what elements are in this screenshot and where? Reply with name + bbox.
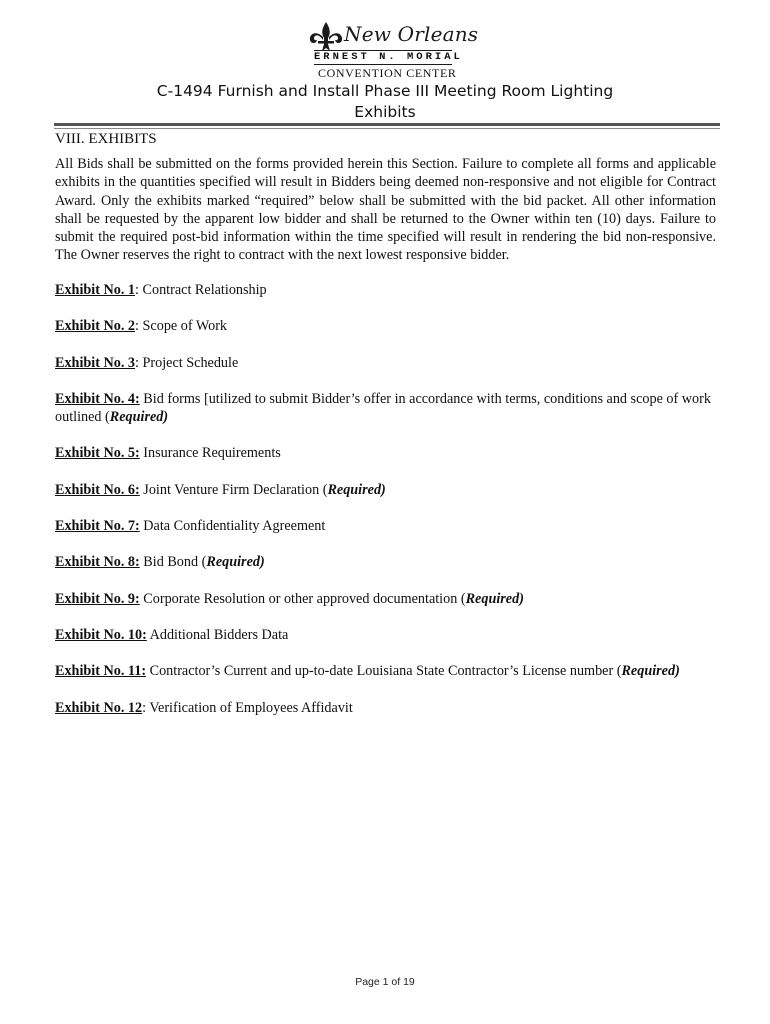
section-heading: VIII. EXHIBITS — [55, 131, 157, 147]
exhibit-label: Exhibit No. 3 — [55, 354, 136, 371]
logo-script-text: New Orleans — [344, 22, 479, 46]
exhibit-label: Exhibit No. 10: — [55, 626, 147, 643]
exhibit-description: Corporate Resolution or other approved documentation ( — [143, 590, 466, 607]
exhibit-description: Additional Bidders Data — [149, 626, 289, 643]
exhibit-item — [55, 517, 716, 535]
exhibit-label: Exhibit No. 1 — [55, 282, 136, 298]
exhibit-description: Project Schedule — [142, 354, 239, 371]
exhibit-label: Exhibit No. 9: — [55, 590, 140, 607]
exhibit-item — [55, 281, 716, 299]
exhibit-description: Scope of Work — [142, 318, 228, 335]
exhibit-separator: : — [142, 699, 150, 716]
exhibit-separator: : — [135, 318, 143, 335]
document-title-line1: C-1494 Furnish and Install Phase III Meeting Room Lighting — [156, 82, 614, 100]
exhibit-label: Exhibit No. 11: — [55, 663, 147, 680]
exhibit-required-flag: Required) — [621, 663, 680, 680]
logo-sub-text: CONVENTION CENTER — [318, 66, 457, 80]
exhibit-required-flag: Required) — [109, 409, 169, 426]
exhibit-required-flag: Required) — [327, 481, 386, 498]
intro-paragraph: All Bids shall be submitted on the forms provided herein this Section. Failure to complete all forms and applicable exhibits in the quantities specified will result in Bidders being deemed non-responsive and not eligible for Contract Award. Only the exhibits marked “required” below shall be submitted with the bid packet. All other information shall be requested by the apparent low bidder and shall be returned to the Owner within ten (10) days. Failure to submit the required post-bid information within the time specified will result in rendering the bid non-responsive. The Owner reserves the right to contract with the next lowest responsive bidder. — [55, 156, 716, 264]
document-title-line2: Exhibits — [354, 103, 416, 121]
exhibit-item — [55, 662, 716, 680]
exhibit-label: Exhibit No. 7: — [55, 518, 140, 535]
exhibit-separator: : — [135, 354, 143, 371]
exhibit-item — [55, 590, 716, 608]
exhibit-label: Exhibit No. 5: — [55, 445, 140, 462]
exhibit-item — [55, 354, 716, 372]
exhibit-item — [55, 553, 716, 571]
exhibit-required-flag: Required) — [465, 590, 524, 607]
exhibit-separator: : — [135, 282, 143, 298]
page-number: Page 1 of 19 — [355, 976, 415, 988]
exhibit-label: Exhibit No. 2 — [55, 318, 136, 335]
exhibit-description: Data Confidentiality Agreement — [143, 518, 326, 535]
header-rule-thick — [54, 123, 720, 126]
logo-band-text: ERNEST N. MORIAL — [314, 51, 463, 63]
document-title — [0, 81, 770, 123]
exhibit-item — [55, 699, 716, 717]
exhibit-label: Exhibit No. 8: — [55, 554, 140, 571]
exhibit-required-flag: Required) — [206, 554, 265, 571]
exhibit-item — [55, 481, 716, 499]
exhibit-list — [55, 281, 716, 717]
exhibit-label: Exhibit No. 6: — [55, 481, 140, 498]
exhibit-description: Insurance Requirements — [143, 445, 281, 462]
exhibit-description: Bid Bond ( — [143, 554, 207, 571]
exhibit-description: Joint Venture Firm Declaration ( — [143, 481, 328, 498]
exhibit-description: Verification of Employees Affidavit — [149, 699, 353, 716]
header-rule-thin — [54, 128, 720, 129]
exhibit-label: Exhibit No. 12 — [55, 699, 143, 716]
exhibit-label: Exhibit No. 4: — [55, 390, 140, 407]
fleur-de-lis-icon — [306, 20, 346, 54]
exhibit-item — [55, 444, 716, 462]
convention-center-logo — [300, 18, 479, 82]
exhibit-item — [55, 626, 716, 644]
exhibit-description: Contractor’s Current and up-to-date Louisiana State Contractor’s License number ( — [149, 663, 622, 680]
exhibit-description: Contract Relationship — [142, 282, 267, 298]
exhibit-description: Bid forms [utilized to submit Bidder’s offer in accordance with terms, conditions and scope of work outlined ( — [55, 390, 711, 426]
exhibit-item — [55, 390, 716, 427]
exhibit-item — [55, 317, 716, 335]
